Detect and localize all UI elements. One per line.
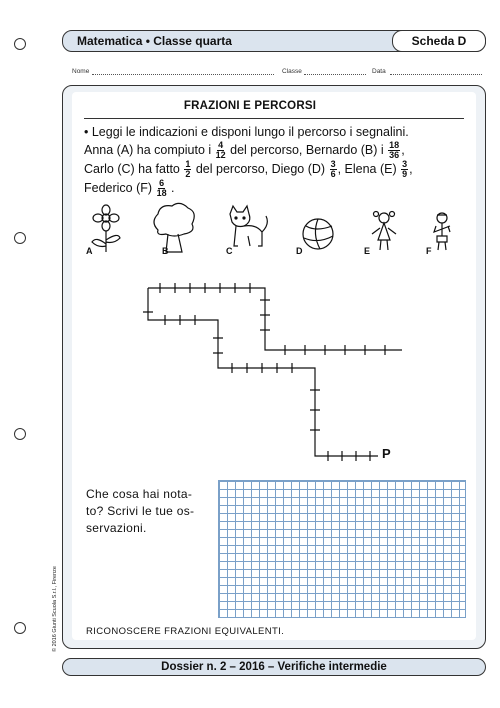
figure-label-b: B [162, 246, 169, 256]
figure-label-c: C [226, 246, 233, 256]
instruction-line-1: • Leggi le indicazioni e disponi lungo il percorso i segnalini. [84, 125, 409, 139]
path-end-label: P [382, 446, 391, 461]
fraction-b: $\frac{18}{36}$ [389, 140, 400, 160]
instruction-line-3: Carlo (C) ha fatto $\frac{1}{2}$ del percorso, Diego (D) $\frac{3}{6}$ , Elena (E) $\frac{3}{9}$ , [84, 159, 413, 179]
instruction-line-2: Anna (A) ha compiuto i $\frac{4}{12}$ del percorso, Bernardo (B) i $\frac{18}{36}$ , [84, 140, 405, 160]
path-ticks [143, 283, 385, 461]
fraction-c: $\frac{1}{2}$ [185, 159, 191, 179]
tree-icon [154, 203, 194, 252]
exercise-title: FRAZIONI E PERCORSI [183, 100, 317, 112]
figure-label-a: A [86, 246, 93, 256]
class-label: Classe [282, 68, 302, 75]
fraction-a: $\frac{4}{12}$ [215, 140, 226, 160]
answer-grid[interactable] [218, 480, 466, 618]
name-label: Nome [72, 68, 90, 75]
header-title: Matematica • Classe quarta [77, 34, 232, 48]
fraction-f: $\frac{6}{18}$ [156, 178, 167, 198]
copyright-text: © 2016 Giunti Scuola S.r.l., Firenze [52, 566, 58, 652]
figure-label-f: F [426, 246, 432, 256]
figure-label-d: D [296, 246, 303, 256]
sheet-label: Scheda D [392, 30, 486, 52]
question-text: Che cosa hai nota- to? Scrivi le tue os- servazioni. [86, 487, 195, 535]
girl-icon [372, 212, 396, 251]
cat-icon [230, 206, 267, 246]
fraction-d: $\frac{3}{6}$ [330, 159, 336, 179]
date-label: Data [372, 68, 386, 75]
ball-icon [303, 219, 333, 249]
figure-label-e: E [364, 246, 371, 256]
learning-objective: RICONOSCERE FRAZIONI EQUIVALENTI. [86, 626, 285, 637]
boy-icon [434, 213, 450, 250]
fraction-e: $\frac{3}{9}$ [402, 159, 408, 179]
footer-text: Dossier n. 2 – 2016 – Verifiche intermedie [161, 661, 387, 673]
instruction-line-4: Federico (F) $\frac{6}{18}$ . [84, 178, 175, 198]
flower-icon [92, 205, 120, 252]
path-track [148, 288, 402, 456]
footer-bar [62, 658, 486, 676]
